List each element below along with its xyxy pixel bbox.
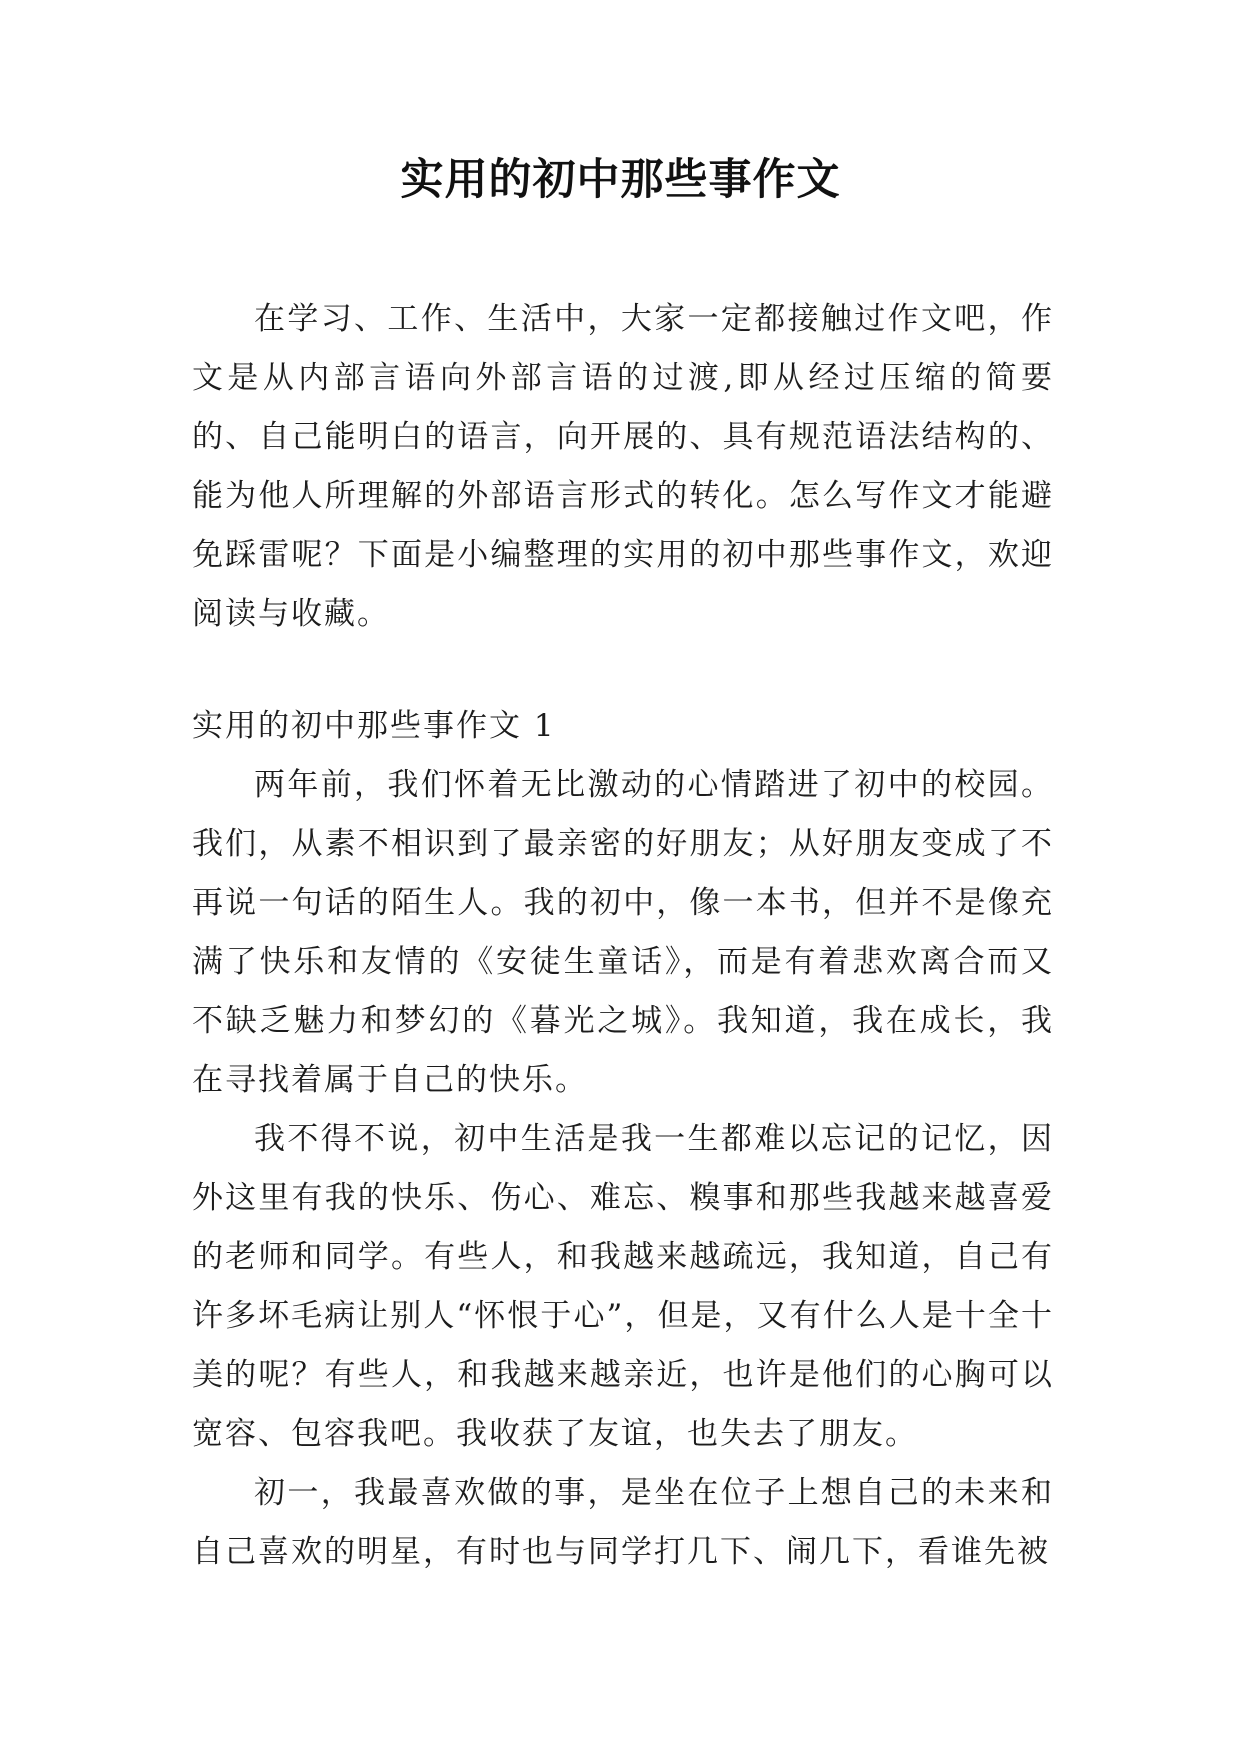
- intro-section: [192, 290, 1054, 644]
- essay-paragraph-1: 两年前，我们怀着无比激动的心情踏进了初中的校园。我们，从素不相识到了最亲密的好朋友；从好朋友变成了不再说一句话的陌生人。我的初中，像一本书，但并不是像充满了快乐和友情的《安徒生童话》，而是有着悲欢离合而又不缺乏魅力和梦幻的《暮光之城》。我知道，我在成长，我在寻找着属于自己的快乐。: [192, 767, 1054, 1098]
- intro-paragraph: 在学习、工作、生活中，大家一定都接触过作文吧，作文是从内部言语向外部言语的过渡,即从经过压缩的简要的、自己能明白的语言，向开展的、具有规范语法结构的、能为他人所理解的外部语言形式的转化。怎么写作文才能避免踩雷呢？下面是小编整理的实用的初中那些事作文，欢迎阅读与收藏。: [192, 301, 1054, 632]
- essay-paragraph-2: 我不得不说，初中生活是我一生都难以忘记的记忆，因外这里有我的快乐、伤心、难忘、糗事和那些我越来越喜爱的老师和同学。有些人，和我越来越疏远，我知道，自己有许多坏毛病让别人“怀恨于心”，但是，又有什么人是十全十美的呢？有些人，和我越来越亲近，也许是他们的心胸可以宽容、包容我吧。我收获了友谊，也失去了朋友。: [192, 1121, 1054, 1452]
- document-title: 实用的初中那些事作文: [400, 155, 841, 205]
- section-heading: 实用的初中那些事作文 1: [192, 708, 556, 744]
- essay-paragraph-3: 初一，我最喜欢做的事，是坐在位子上想自己的未来和自己喜欢的明星，有时也与同学打几下、闹几下，看谁先被: [192, 1475, 1054, 1570]
- essay-body: [192, 756, 1054, 1582]
